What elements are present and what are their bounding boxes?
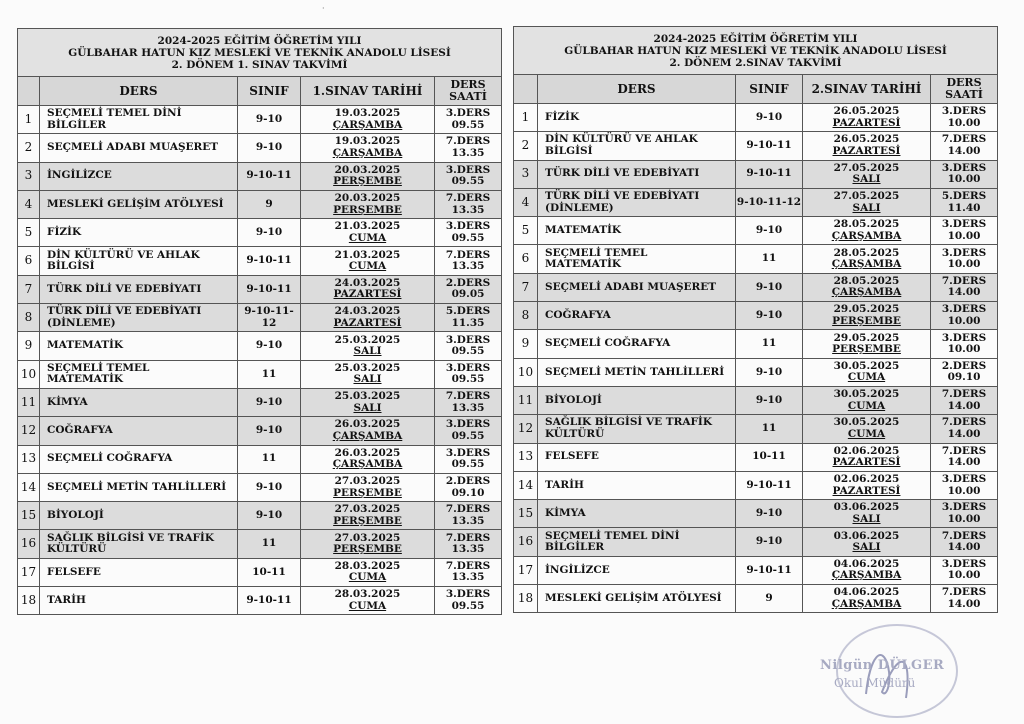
exam-period: 3.DERS 10.00 bbox=[931, 500, 998, 528]
exam-date: 26.03.2025 ÇARŞAMBA bbox=[301, 445, 435, 473]
exam-date: 02.06.2025 PAZARTESİ bbox=[803, 471, 931, 499]
schedule-header bbox=[514, 27, 998, 75]
exam-date: 30.05.2025 CUMA bbox=[803, 358, 931, 386]
course-name: BİYOLOJİ bbox=[538, 386, 736, 414]
sinif-column-header: SINIF bbox=[238, 77, 301, 106]
exam-date: 26.03.2025 ÇARŞAMBA bbox=[301, 417, 435, 445]
class-levels: 9-10 bbox=[238, 417, 301, 445]
table-row bbox=[514, 132, 998, 160]
course-name: MATEMATİK bbox=[538, 217, 736, 245]
row-number: 15 bbox=[514, 500, 538, 528]
course-name: TÜRK DİLİ VE EDEBİYATI (DİNLEME) bbox=[538, 188, 736, 216]
table-row bbox=[18, 304, 502, 332]
row-number: 18 bbox=[18, 587, 40, 615]
class-levels: 11 bbox=[238, 360, 301, 388]
exam-period: 7.DERS 13.35 bbox=[435, 247, 502, 275]
exam-period: 7.DERS 13.35 bbox=[435, 530, 502, 558]
row-number: 17 bbox=[514, 556, 538, 584]
table-row bbox=[514, 500, 998, 528]
course-name: SAĞLIK BİLGİSİ VE TRAFİK KÜLTÜRÜ bbox=[538, 415, 736, 443]
exam-date: 20.03.2025 PERŞEMBE bbox=[301, 162, 435, 190]
schedule-header bbox=[18, 29, 502, 77]
exam-period: 3.DERS 10.00 bbox=[931, 556, 998, 584]
period-column-header: DERS SAATİ bbox=[435, 77, 502, 106]
table-row bbox=[18, 275, 502, 303]
exam-period: 3.DERS 09.55 bbox=[435, 106, 502, 134]
class-levels: 10-11 bbox=[238, 558, 301, 586]
table-row bbox=[18, 162, 502, 190]
exam-period: 3.DERS 10.00 bbox=[931, 104, 998, 132]
exam-date: 25.03.2025 SALI bbox=[301, 388, 435, 416]
table-row bbox=[18, 530, 502, 558]
school-year-title: 2024-2025 EĞİTİM ÖĞRETİM YILI bbox=[157, 34, 362, 47]
table-row bbox=[18, 247, 502, 275]
exam-date: 25.03.2025 SALI bbox=[301, 332, 435, 360]
class-levels: 9-10 bbox=[736, 386, 803, 414]
course-name: DİN KÜLTÜRÜ VE AHLAK BİLGİSİ bbox=[40, 247, 238, 275]
table-row bbox=[514, 217, 998, 245]
row-number: 4 bbox=[514, 188, 538, 216]
table-row bbox=[514, 528, 998, 556]
exam-date: 19.03.2025 ÇARŞAMBA bbox=[301, 106, 435, 134]
exam-period: 7.DERS 14.00 bbox=[931, 528, 998, 556]
exam-date: 24.03.2025 PAZARTESİ bbox=[301, 304, 435, 332]
ders-column-header: DERS bbox=[40, 77, 238, 106]
exam-date: 21.03.2025 CUMA bbox=[301, 247, 435, 275]
class-levels: 9-10-11 bbox=[238, 587, 301, 615]
row-number: 6 bbox=[18, 247, 40, 275]
exam-period: 3.DERS 09.55 bbox=[435, 332, 502, 360]
exam-period: 3.DERS 10.00 bbox=[931, 160, 998, 188]
table-row bbox=[514, 188, 998, 216]
course-name: SEÇMELİ ADABI MUAŞERET bbox=[40, 134, 238, 162]
row-number: 1 bbox=[514, 104, 538, 132]
class-levels: 9-10-11 bbox=[238, 247, 301, 275]
class-levels: 9-10-11 bbox=[736, 132, 803, 160]
course-name: İNGİLİZCE bbox=[538, 556, 736, 584]
class-levels: 9 bbox=[238, 190, 301, 218]
class-levels: 11 bbox=[238, 445, 301, 473]
course-name: FELSEFE bbox=[538, 443, 736, 471]
row-number: 3 bbox=[18, 162, 40, 190]
ders-column-header: DERS bbox=[538, 75, 736, 104]
course-name: TARİH bbox=[538, 471, 736, 499]
exam-period: 7.DERS 14.00 bbox=[931, 415, 998, 443]
row-number: 9 bbox=[18, 332, 40, 360]
term-exam-title: 2. DÖNEM 2.SINAV TAKVİMİ bbox=[669, 56, 842, 69]
row-number: 2 bbox=[514, 132, 538, 160]
table-row bbox=[18, 332, 502, 360]
course-name: FİZİK bbox=[538, 104, 736, 132]
exam-period: 7.DERS 13.35 bbox=[435, 388, 502, 416]
course-name: MESLEKİ GELİŞİM ATÖLYESİ bbox=[538, 585, 736, 613]
row-number: 13 bbox=[18, 445, 40, 473]
table-row bbox=[18, 473, 502, 501]
exam-date: 28.05.2025 ÇARŞAMBA bbox=[803, 273, 931, 301]
exam-date: 03.06.2025 SALI bbox=[803, 528, 931, 556]
exam-period: 7.DERS 13.35 bbox=[435, 134, 502, 162]
table-row bbox=[18, 134, 502, 162]
table-row bbox=[514, 160, 998, 188]
table-row bbox=[514, 585, 998, 613]
school-name-title: GÜLBAHAR HATUN KIZ MESLEKİ VE TEKNİK ANADOLU LİSESİ bbox=[68, 46, 451, 59]
exam-date: 28.05.2025 ÇARŞAMBA bbox=[803, 245, 931, 273]
table-row bbox=[514, 358, 998, 386]
table-row bbox=[514, 556, 998, 584]
exam-period: 7.DERS 14.00 bbox=[931, 443, 998, 471]
row-number: 7 bbox=[514, 273, 538, 301]
exam-date: 20.03.2025 PERŞEMBE bbox=[301, 190, 435, 218]
course-name: SEÇMELİ TEMEL MATEMATİK bbox=[538, 245, 736, 273]
class-levels: 9-10 bbox=[238, 106, 301, 134]
exam-date: 24.03.2025 PAZARTESİ bbox=[301, 275, 435, 303]
course-name: SEÇMELİ COĞRAFYA bbox=[538, 330, 736, 358]
row-number: 2 bbox=[18, 134, 40, 162]
row-number: 12 bbox=[514, 415, 538, 443]
exam-date: 30.05.2025 CUMA bbox=[803, 415, 931, 443]
row-number: 9 bbox=[514, 330, 538, 358]
exam-period: 5.DERS 11.40 bbox=[931, 188, 998, 216]
class-levels: 9-10 bbox=[736, 104, 803, 132]
course-name: DİN KÜLTÜRÜ VE AHLAK BİLGİSİ bbox=[538, 132, 736, 160]
course-name: MATEMATİK bbox=[40, 332, 238, 360]
exam-date: 27.03.2025 PERŞEMBE bbox=[301, 473, 435, 501]
exam-date: 27.05.2025 SALI bbox=[803, 160, 931, 188]
table-row bbox=[514, 330, 998, 358]
course-name: FİZİK bbox=[40, 219, 238, 247]
course-name: SEÇMELİ TEMEL DİNİ BİLGİLER bbox=[40, 106, 238, 134]
course-name: TÜRK DİLİ VE EDEBİYATI bbox=[40, 275, 238, 303]
table-row bbox=[18, 587, 502, 615]
exam-period: 7.DERS 13.35 bbox=[435, 190, 502, 218]
principal-stamp bbox=[818, 624, 956, 716]
class-levels: 9-10 bbox=[736, 528, 803, 556]
table-row bbox=[514, 471, 998, 499]
class-levels: 11 bbox=[736, 330, 803, 358]
course-name: SEÇMELİ TEMEL MATEMATİK bbox=[40, 360, 238, 388]
exam-period: 7.DERS 14.00 bbox=[931, 273, 998, 301]
row-number: 10 bbox=[18, 360, 40, 388]
class-levels: 9-10-11-12 bbox=[238, 304, 301, 332]
exam-period: 2.DERS 09.10 bbox=[435, 473, 502, 501]
row-number: 16 bbox=[514, 528, 538, 556]
exam-date: 03.06.2025 SALI bbox=[803, 500, 931, 528]
row-number: 5 bbox=[514, 217, 538, 245]
class-levels: 9-10-11 bbox=[736, 556, 803, 584]
table-row bbox=[18, 106, 502, 134]
row-number: 14 bbox=[18, 473, 40, 501]
exam-date: 29.05.2025 PERŞEMBE bbox=[803, 302, 931, 330]
class-levels: 9-10-11-12 bbox=[736, 188, 803, 216]
column-header-row bbox=[18, 77, 502, 106]
class-levels: 9-10 bbox=[238, 219, 301, 247]
table-row bbox=[18, 219, 502, 247]
class-levels: 9-10 bbox=[736, 358, 803, 386]
first-exam-schedule-table bbox=[17, 28, 502, 615]
no-column-header bbox=[514, 75, 538, 104]
row-number: 11 bbox=[18, 388, 40, 416]
row-number: 8 bbox=[514, 302, 538, 330]
scan-speck: · bbox=[322, 4, 325, 13]
course-name: SEÇMELİ TEMEL DİNİ BİLGİLER bbox=[538, 528, 736, 556]
stamp-title: Okul Müdürü bbox=[834, 676, 916, 690]
course-name: KİMYA bbox=[40, 388, 238, 416]
second-exam-schedule-table bbox=[513, 26, 998, 613]
date-column-header: 2.SINAV TARİHİ bbox=[803, 75, 931, 104]
exam-date: 28.03.2025 CUMA bbox=[301, 587, 435, 615]
table-row bbox=[18, 445, 502, 473]
exam-date: 04.06.2025 ÇARŞAMBA bbox=[803, 556, 931, 584]
row-number: 18 bbox=[514, 585, 538, 613]
class-levels: 9-10 bbox=[736, 217, 803, 245]
row-number: 13 bbox=[514, 443, 538, 471]
course-name: FELSEFE bbox=[40, 558, 238, 586]
table-row bbox=[514, 415, 998, 443]
table-row bbox=[18, 360, 502, 388]
exam-date: 02.06.2025 PAZARTESİ bbox=[803, 443, 931, 471]
exam-period: 7.DERS 14.00 bbox=[931, 386, 998, 414]
table-row bbox=[18, 502, 502, 530]
course-name: İNGİLİZCE bbox=[40, 162, 238, 190]
table-row bbox=[18, 388, 502, 416]
class-levels: 9-10-11 bbox=[238, 162, 301, 190]
exam-date: 27.03.2025 PERŞEMBE bbox=[301, 530, 435, 558]
exam-date: 29.05.2025 PERŞEMBE bbox=[803, 330, 931, 358]
class-levels: 9-10 bbox=[238, 388, 301, 416]
exam-period: 7.DERS 14.00 bbox=[931, 132, 998, 160]
row-number: 17 bbox=[18, 558, 40, 586]
course-name: MESLEKİ GELİŞİM ATÖLYESİ bbox=[40, 190, 238, 218]
row-number: 7 bbox=[18, 275, 40, 303]
class-levels: 9-10 bbox=[238, 502, 301, 530]
table-row bbox=[18, 417, 502, 445]
row-number: 14 bbox=[514, 471, 538, 499]
table-row bbox=[18, 558, 502, 586]
exam-date: 28.03.2025 CUMA bbox=[301, 558, 435, 586]
no-column-header bbox=[18, 77, 40, 106]
class-levels: 9-10-11 bbox=[736, 160, 803, 188]
term-exam-title: 2. DÖNEM 1. SINAV TAKVİMİ bbox=[171, 58, 348, 71]
table-row bbox=[514, 273, 998, 301]
row-number: 4 bbox=[18, 190, 40, 218]
table-row bbox=[514, 245, 998, 273]
class-levels: 11 bbox=[238, 530, 301, 558]
exam-period: 2.DERS 09.10 bbox=[931, 358, 998, 386]
exam-date: 26.05.2025 PAZARTESİ bbox=[803, 132, 931, 160]
class-levels: 9-10 bbox=[238, 332, 301, 360]
table-row bbox=[18, 190, 502, 218]
class-levels: 9-10 bbox=[736, 302, 803, 330]
course-name: SAĞLIK BİLGİSİ VE TRAFİK KÜLTÜRÜ bbox=[40, 530, 238, 558]
course-name: TÜRK DİLİ VE EDEBİYATI bbox=[538, 160, 736, 188]
class-levels: 9-10 bbox=[736, 500, 803, 528]
exam-period: 7.DERS 13.35 bbox=[435, 558, 502, 586]
period-column-header: DERS SAATİ bbox=[931, 75, 998, 104]
row-number: 1 bbox=[18, 106, 40, 134]
exam-date: 04.06.2025 ÇARŞAMBA bbox=[803, 585, 931, 613]
exam-period: 5.DERS 11.35 bbox=[435, 304, 502, 332]
class-levels: 9-10-11 bbox=[736, 471, 803, 499]
school-year-title: 2024-2025 EĞİTİM ÖĞRETİM YILI bbox=[653, 32, 858, 45]
exam-date: 21.03.2025 CUMA bbox=[301, 219, 435, 247]
school-name-title: GÜLBAHAR HATUN KIZ MESLEKİ VE TEKNİK ANADOLU LİSESİ bbox=[564, 44, 947, 57]
exam-period: 3.DERS 10.00 bbox=[931, 330, 998, 358]
exam-date: 30.05.2025 CUMA bbox=[803, 386, 931, 414]
exam-date: 19.03.2025 ÇARŞAMBA bbox=[301, 134, 435, 162]
row-number: 15 bbox=[18, 502, 40, 530]
exam-period: 3.DERS 09.55 bbox=[435, 445, 502, 473]
exam-period: 7.DERS 14.00 bbox=[931, 585, 998, 613]
course-name: SEÇMELİ METİN TAHLİLLERİ bbox=[40, 473, 238, 501]
exam-date: 25.03.2025 SALI bbox=[301, 360, 435, 388]
exam-period: 3.DERS 09.55 bbox=[435, 587, 502, 615]
course-name: BİYOLOJİ bbox=[40, 502, 238, 530]
class-levels: 10-11 bbox=[736, 443, 803, 471]
exam-period: 3.DERS 10.00 bbox=[931, 302, 998, 330]
course-name: COĞRAFYA bbox=[538, 302, 736, 330]
class-levels: 9-10-11 bbox=[238, 275, 301, 303]
row-number: 5 bbox=[18, 219, 40, 247]
sinif-column-header: SINIF bbox=[736, 75, 803, 104]
class-levels: 9-10 bbox=[238, 473, 301, 501]
exam-period: 3.DERS 10.00 bbox=[931, 217, 998, 245]
date-column-header: 1.SINAV TARİHİ bbox=[301, 77, 435, 106]
table-row bbox=[514, 443, 998, 471]
exam-date: 27.03.2025 PERŞEMBE bbox=[301, 502, 435, 530]
row-number: 8 bbox=[18, 304, 40, 332]
course-name: SEÇMELİ ADABI MUAŞERET bbox=[538, 273, 736, 301]
row-number: 11 bbox=[514, 386, 538, 414]
table-row bbox=[514, 386, 998, 414]
table-row bbox=[514, 302, 998, 330]
course-name: TÜRK DİLİ VE EDEBİYATI (DİNLEME) bbox=[40, 304, 238, 332]
class-levels: 11 bbox=[736, 415, 803, 443]
exam-date: 28.05.2025 ÇARŞAMBA bbox=[803, 217, 931, 245]
exam-period: 2.DERS 09.05 bbox=[435, 275, 502, 303]
exam-period: 3.DERS 10.00 bbox=[931, 471, 998, 499]
row-number: 16 bbox=[18, 530, 40, 558]
exam-period: 3.DERS 09.55 bbox=[435, 417, 502, 445]
column-header-row bbox=[514, 75, 998, 104]
course-name: SEÇMELİ COĞRAFYA bbox=[40, 445, 238, 473]
table-row bbox=[514, 104, 998, 132]
exam-period: 3.DERS 09.55 bbox=[435, 162, 502, 190]
row-number: 3 bbox=[514, 160, 538, 188]
class-levels: 9-10 bbox=[238, 134, 301, 162]
exam-period: 3.DERS 10.00 bbox=[931, 245, 998, 273]
course-name: SEÇMELİ METİN TAHLİLLERİ bbox=[538, 358, 736, 386]
class-levels: 11 bbox=[736, 245, 803, 273]
exam-date: 26.05.2025 PAZARTESİ bbox=[803, 104, 931, 132]
stamp-name: Nilgün DÜLGER bbox=[820, 658, 945, 673]
exam-period: 7.DERS 13.35 bbox=[435, 502, 502, 530]
exam-period: 3.DERS 09.55 bbox=[435, 219, 502, 247]
exam-period: 3.DERS 09.55 bbox=[435, 360, 502, 388]
class-levels: 9 bbox=[736, 585, 803, 613]
row-number: 10 bbox=[514, 358, 538, 386]
row-number: 12 bbox=[18, 417, 40, 445]
class-levels: 9-10 bbox=[736, 273, 803, 301]
course-name: COĞRAFYA bbox=[40, 417, 238, 445]
course-name: TARİH bbox=[40, 587, 238, 615]
course-name: KİMYA bbox=[538, 500, 736, 528]
exam-date: 27.05.2025 SALI bbox=[803, 188, 931, 216]
row-number: 6 bbox=[514, 245, 538, 273]
